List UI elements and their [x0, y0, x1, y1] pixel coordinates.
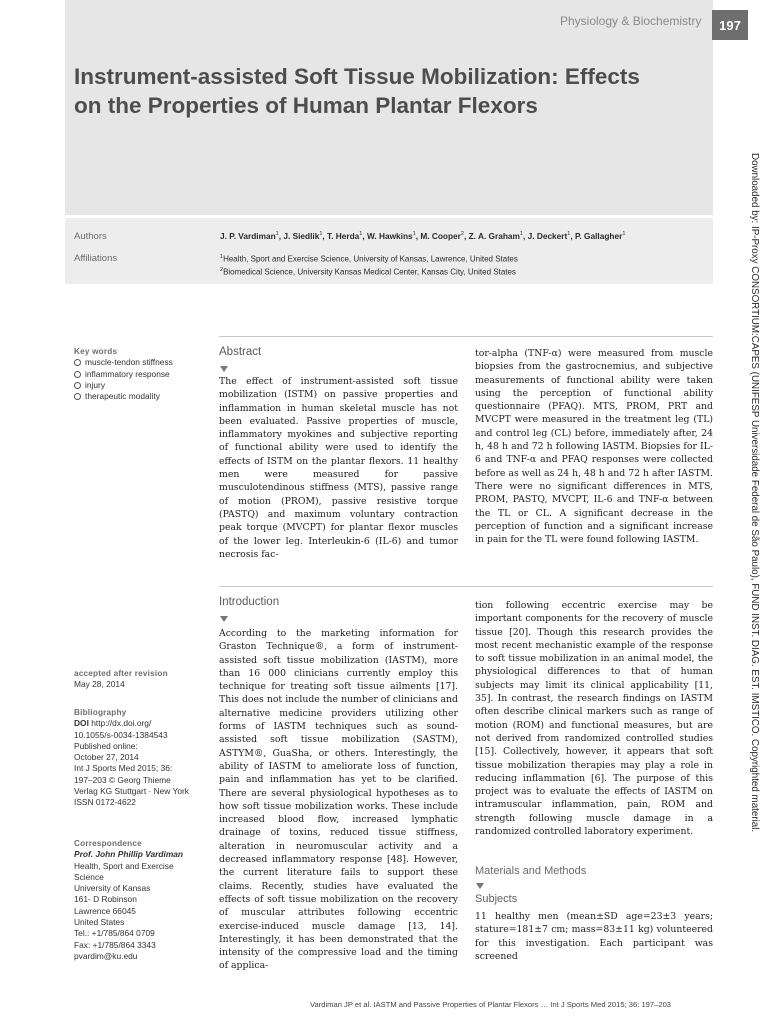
introduction-col-1: According to the marketing information for Graston Technique®, a form of instrument-assisted soft tissue mobilization (IASTM), more than 16 000 clinicians currently employ this technique for treating soft tissue ailments [17]. This does not include the number of clinicians and alternative medicine providers utilizing other forms of IASTM techniques such as sound-assisted soft tissue mobilization (SASTM), ASTYM®, GuaSha, or others. Interestingly, the ability of IASTM to ameliorate loss of function, pain and inflammation has yet to be clarified. There are several physiological hypotheses as to how soft tissue mobilization works. These include increased blood flow, increased lymphatic drainage of toxins, reduced tissue stiffness, alteration in neuromuscular activity and a decreased inflammatory response [48]. However, the current literature fails to support these claims. Recently, studies have evaluated the effects of soft tissue mobilization on the recovery of muscular attributes following eccentric exercise-induced muscle damage [13, 14]. Interestingly, it has been demonstrated that the intensity of the compressive load and the timing of applica-	[219, 628, 458, 972]
correspondence-line: Health, Sport and Exercise	[74, 860, 174, 871]
keyword-item: muscle-tendon stiffness	[74, 357, 209, 368]
affiliation-item: $^1$Health, Sport and Exercise Science, University of Kansas, Lawrence, United States	[220, 254, 518, 264]
introduction-col-2: tion following eccentric exercise may be important components for the recovery of muscle tissue [20]. Though this research provides the most recent mechanistic example of the response to soft tissue mobilization in an animal model, the physiological differences to that of human subjects may limit its clinical applicability [11, 35]. In contrast, the research findings on IASTM often describe clinical markers such as range of motion (ROM) and functional measures, but are not derived from randomized controlled studies [15]. Collectively, however, it appears that soft tissue mobilization therapies may play a role in reducing inflammation [6]. The purpose of this project was to evaluate the effects of IASTM on intramuscular inflammation, pain, ROM and strength following muscle damage in a randomized controlled laboratory experiment.	[475, 600, 713, 838]
author-name: P. Gallagher	[574, 231, 623, 241]
author-affiliation-marker: 1	[519, 231, 523, 238]
keywords-heading: Key words	[74, 347, 118, 356]
author-name: Z. A. Graham	[468, 231, 520, 241]
circle-bullet-icon	[74, 371, 81, 378]
abstract-col-1: The effect of instrument-assisted soft tissue mobilization (ISTM) on passive properties and inflammation in human skeletal muscle has not been evaluated. Passive properties of muscle, inflammatory myokines and subjective reporting of functional ability were used to identify the effects of ISTM on the plantar flexors. 11 healthy men were measured for passive musculotendinous stiffness (MTS), passive range of motion (PROM), passive resistive torque (PASTQ) and maximum voluntary contraction peak torque (MVCPT) for plantar flexor muscles of the lower leg. Interleukin-6 (IL-6) and tumor necrosis fac-	[219, 376, 458, 560]
author-name: W. Hawkins	[366, 231, 413, 241]
introduction-heading: Introduction	[219, 596, 280, 608]
abstract-arrow-icon	[220, 366, 228, 372]
introduction-rule	[219, 586, 713, 587]
journal-section-label: Physiology & Biochemistry	[560, 14, 702, 28]
page-number: 197	[712, 10, 748, 40]
download-notice: Downloaded by: IP-Proxy CONSORTIUM:CAPES (UNIFESP Universidade Federal de São Paulo), FUND INST. DIAG. EST. IMSTICO. Copyrighted material.	[749, 153, 760, 833]
author-affiliation-marker: 1	[567, 231, 571, 238]
author-affiliation-marker: 1	[319, 231, 323, 238]
methods-heading: Materials and Methods	[475, 865, 587, 877]
citation-line-2: 197–203 © Georg Thieme	[74, 774, 171, 785]
circle-bullet-icon	[74, 393, 81, 400]
published-date: October 27, 2014	[74, 752, 139, 763]
subjects-text: 11 healthy men (mean±SD age=23±3 years; stature=181±7 cm; mass=83±11 kg) volunteered for this investigation. Each participant was screened	[475, 911, 713, 962]
correspondence-line: pvardim@ku.edu	[74, 950, 138, 961]
author-name: J. P. Vardiman	[220, 231, 276, 241]
accepted-box	[74, 668, 209, 691]
affiliations-label: Affiliations	[74, 253, 118, 264]
abstract-heading: Abstract	[219, 346, 262, 358]
circle-bullet-icon	[74, 382, 81, 389]
published-label: Published online:	[74, 740, 138, 751]
article-title	[74, 62, 694, 120]
abstract-col-2: tor-alpha (TNF-α) were measured from muscle biopsies from the gastrocnemius, and subjective measurements of functional ability were taken using the perception of functional ability questionnaire (PFAQ). MTS, PROM, PRT and MVCPT were measured in the treatment leg (TL) and control leg (CL) before, immediately after, 24 h, 48 h and 72 h following IASTM. Biopsies for IL-6 and TNF-α and PFAQ responses were collected before as well as 24 h, 48 h and 72 h after IASTM. There were no significant differences in MTS, PROM, PASTQ, MVCPT, IL-6 and TNF-α between the TL or CL. A significant decrease in the perception of function and a significant increase in pain for the TL were found following IASTM.	[475, 348, 713, 546]
issn: ISSN 0172-4622	[74, 797, 136, 808]
author-affiliation-marker: 1	[622, 231, 626, 238]
doi-id: 10.1055/s-0034-1384543	[74, 729, 168, 740]
author-affiliation-marker: 2	[460, 231, 464, 238]
bibliography-heading: Bibliography	[74, 708, 127, 717]
author-affiliation-marker: 1	[359, 231, 363, 238]
correspondence-name: Prof. John Phillip Vardiman	[74, 849, 184, 860]
correspondence-line: Lawrence 66045	[74, 905, 136, 916]
keyword-item: injury	[74, 380, 209, 391]
author-name: M. Cooper	[420, 231, 461, 241]
title-line-1: Instrument-assisted Soft Tissue Mobilization: Effects	[74, 64, 640, 89]
author-affiliation-marker: 1	[275, 231, 279, 238]
correspondence-box	[74, 838, 209, 962]
accepted-heading: accepted after revision	[74, 669, 168, 678]
affiliation-list	[220, 252, 518, 277]
subjects-heading: Subjects	[475, 893, 518, 905]
accepted-date: May 28, 2014	[74, 679, 125, 690]
abstract-rule	[219, 336, 713, 337]
correspondence-address	[74, 861, 209, 963]
citation-line-3: Verlag KG Stuttgart · New York	[74, 786, 189, 797]
affiliation-item: $^2$Biomedical Science, University Kansas Medical Center, Kansas City, United States	[220, 266, 516, 277]
correspondence-line: University of Kansas	[74, 883, 151, 894]
doi-label: DOI	[74, 718, 89, 729]
correspondence-line: 161- D Robinson	[74, 894, 137, 905]
methods-arrow-icon	[476, 883, 484, 889]
author-name: T. Herda	[327, 231, 360, 241]
keywords-box	[74, 346, 209, 402]
page-footer: Vardiman JP et al. IASTM and Passive Properties of Plantar Flexors … Int J Sports Med 2015; 36: 197–203	[310, 1000, 672, 1009]
correspondence-line: Science	[74, 871, 104, 882]
authors-label: Authors	[74, 231, 107, 242]
title-line-2: on the Properties of Human Plantar Flexors	[74, 93, 538, 118]
keyword-item: inflammatory response	[74, 369, 209, 380]
introduction-arrow-icon	[220, 616, 228, 622]
author-affiliation-marker: 1	[412, 231, 416, 238]
keyword-item: therapeutic modality	[74, 391, 209, 402]
author-name: J. Siedlik	[283, 231, 320, 241]
citation-line-1: Int J Sports Med 2015; 36:	[74, 763, 173, 774]
correspondence-line: Tel.: +1/785/864 0709	[74, 928, 155, 939]
circle-bullet-icon	[74, 359, 81, 366]
doi-link[interactable]: http://dx.doi.org/	[91, 718, 152, 729]
author-list: J. P. Vardiman$^1$, J. Siedlik$^1$, T. Herda$^1$, W. Hawkins$^1$, M. Cooper$^2$, Z. A. Graham$^1$, J. Deckert$^1$, P. Gallagher$^1$	[220, 231, 626, 241]
correspondence-heading: Correspondence	[74, 839, 142, 848]
bibliography-box	[74, 707, 209, 809]
correspondence-line: United States	[74, 917, 125, 928]
keywords-list	[74, 357, 209, 402]
correspondence-line: Fax: +1/785/864 3343	[74, 939, 156, 950]
author-name: J. Deckert	[527, 231, 568, 241]
